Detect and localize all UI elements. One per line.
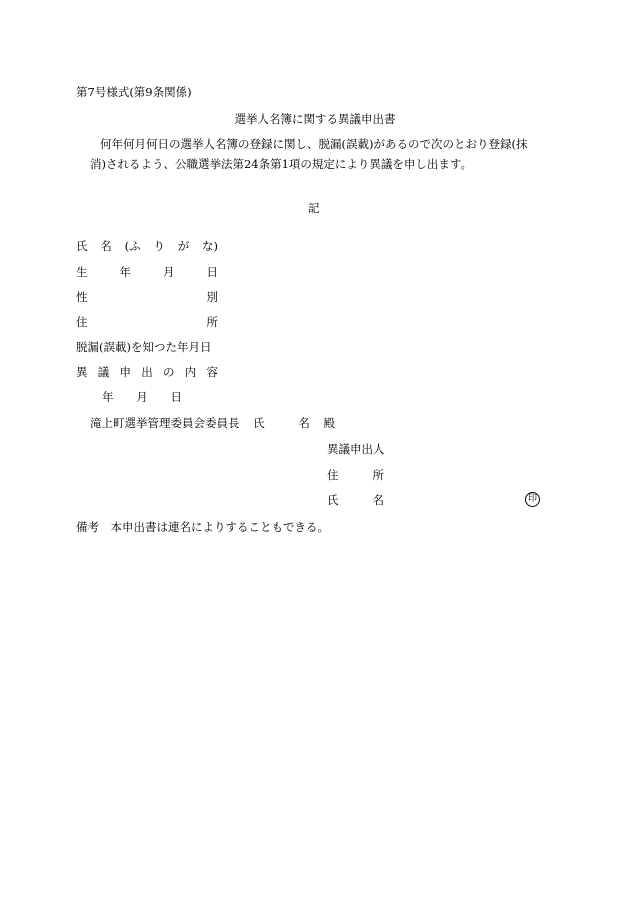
field-sex-label: 性 別	[76, 290, 218, 304]
date-line: 年 月 日	[102, 390, 182, 404]
seal-stamp-icon: 印	[525, 492, 540, 507]
applicant-address-label: 住 所	[327, 468, 384, 482]
form-number: 第7号様式(第9条関係)	[76, 85, 192, 99]
field-address-label: 住 所	[76, 315, 218, 329]
field-discovery-date-label: 脱漏(誤載)を知つた年月日	[76, 340, 212, 354]
applicant-heading: 異議申出人	[327, 442, 385, 456]
remark-text: 備考 本申出書は連名によりすることもできる。	[76, 520, 329, 534]
field-name-label: 氏 名 (ふ り が な)	[76, 239, 218, 253]
applicant-name-label: 氏 名	[327, 493, 384, 507]
ki-heading: 記	[308, 201, 320, 215]
document-title: 選挙人名簿に関する異議申出書	[234, 112, 396, 126]
field-birth-label: 生 年 月 日	[76, 265, 218, 279]
body-text-line-1: 何年何月何日の選挙人名簿の登録に関し、脱漏(誤載)があるので次のとおり登録(抹	[100, 137, 528, 151]
addressee-line: 滝上町選挙管理委員会委員長 氏 名 殿	[90, 416, 335, 430]
field-objection-label: 異 議 申 出 の 内 容	[76, 365, 218, 379]
body-text-line-2: 消)されるよう、公職選挙法第24条第1項の規定により異議を申し出ます。	[90, 157, 473, 171]
